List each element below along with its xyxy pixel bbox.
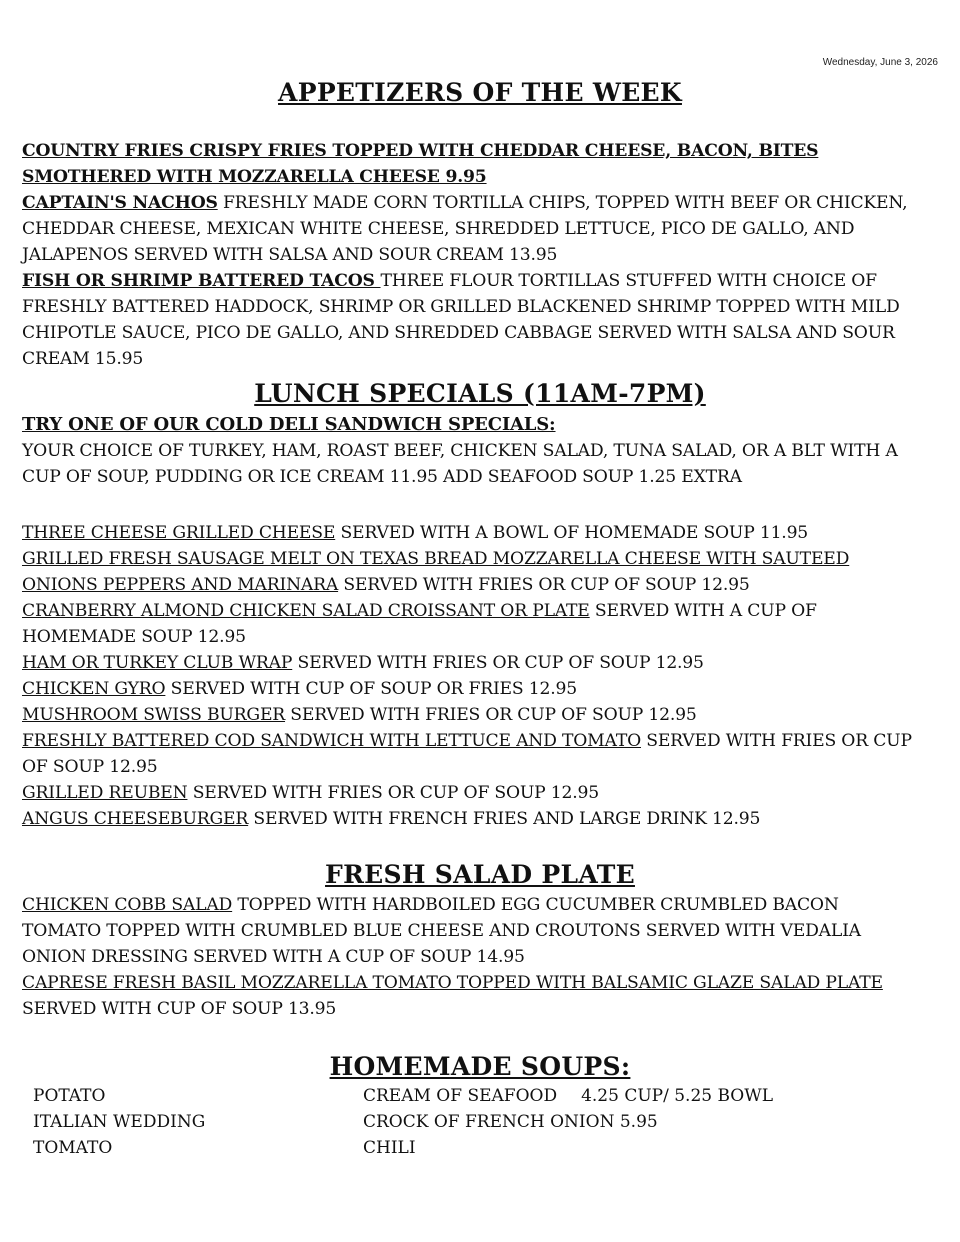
soup-item: TOMATO bbox=[33, 1138, 113, 1158]
soups-left-column bbox=[33, 1083, 205, 1161]
lunch-item-desc: SERVED WITH CUP OF SOUP OR FRIES 12.95 bbox=[165, 679, 577, 699]
appetizer-name: FISH OR SHRIMP BATTERED TACOS bbox=[22, 271, 381, 291]
lunch-item-desc: SERVED WITH FRENCH FRIES AND LARGE DRINK 12.95 bbox=[248, 809, 761, 829]
appetizer-item bbox=[22, 138, 922, 190]
appetizers-heading: APPETIZERS OF THE WEEK bbox=[278, 78, 682, 107]
appetizer-name: COUNTRY FRIES CRISPY FRIES TOPPED WITH CHEDDAR CHEESE, BACON, BITES SMOTHERED WITH MOZZARELLA CHEESE 9.95 bbox=[22, 141, 819, 187]
salad-item bbox=[22, 970, 922, 1022]
lunch-item-name: MUSHROOM SWISS BURGER bbox=[22, 705, 286, 725]
appetizer-item bbox=[22, 190, 922, 268]
deli-heading: TRY ONE OF OUR COLD DELI SANDWICH SPECIALS: bbox=[22, 414, 556, 435]
appetizer-item bbox=[22, 268, 922, 372]
salad-item-desc: SERVED WITH CUP OF SOUP 13.95 bbox=[22, 999, 337, 1019]
lunch-heading: LUNCH SPECIALS (11AM-7PM) bbox=[254, 379, 706, 408]
lunch-item-name: CRANBERRY ALMOND CHICKEN SALAD CROISSANT OR PLATE bbox=[22, 601, 590, 621]
appetizer-desc: FRESHLY MADE CORN TORTILLA CHIPS, TOPPED WITH BEEF OR CHICKEN, CHEDDAR CHEESE, MEXICAN WHITE CHEESE, SHREDDED LETTUCE, PICO DE GALLO, AND JALAPENOS SERVED WITH SALSA AND SOUR CREAM 13.95 bbox=[22, 193, 908, 265]
lunch-item-desc: SERVED WITH FRIES OR CUP OF SOUP 12.95 bbox=[187, 783, 600, 803]
lunch-item bbox=[22, 598, 922, 650]
lunch-item bbox=[22, 728, 922, 780]
lunch-item bbox=[22, 702, 922, 728]
deli-section bbox=[22, 412, 922, 490]
soups-right-column bbox=[363, 1083, 773, 1161]
lunch-item bbox=[22, 676, 922, 702]
lunch-item-name: HAM OR TURKEY CLUB WRAP bbox=[22, 653, 293, 673]
salad-item bbox=[22, 892, 922, 970]
soup-price-note: 4.25 CUP/ 5.25 BOWL bbox=[581, 1086, 774, 1106]
lunch-item bbox=[22, 520, 922, 546]
lunch-item-name: GRILLED FRESH SAUSAGE MELT ON TEXAS BREAD MOZZARELLA CHEESE WITH SAUTEED ONIONS PEPPERS AND MARINARA bbox=[22, 549, 850, 595]
lunch-item-name: THREE CHEESE GRILLED CHEESE bbox=[22, 523, 336, 543]
deli-text: YOUR CHOICE OF TURKEY, HAM, ROAST BEEF, CHICKEN SALAD, TUNA SALAD, OR A BLT WITH A CUP OF SOUP, PUDDING OR ICE CREAM 11.95 ADD SEAFOOD SOUP 1.25 EXTRA bbox=[22, 441, 898, 487]
lunch-item bbox=[22, 546, 922, 598]
salad-item-name: CHICKEN COBB SALAD bbox=[22, 895, 233, 915]
lunch-item-desc: SERVED WITH A BOWL OF HOMEMADE SOUP 11.95 bbox=[335, 523, 809, 543]
soup-item: CREAM OF SEAFOOD bbox=[363, 1086, 558, 1106]
lunch-item-desc: SERVED WITH FRIES OR CUP OF SOUP 12.95 bbox=[338, 575, 750, 595]
salad-item-desc: TOPPED WITH HARDBOILED EGG CUCUMBER CRUMBLED BACON TOMATO TOPPED WITH CRUMBLED BLUE CHEESE AND CROUTONS SERVED WITH VEDALIA ONION DRESSING SERVED WITH A CUP OF SOUP 14.95 bbox=[22, 895, 861, 967]
appetizer-name: CAPTAIN'S NACHOS bbox=[22, 193, 218, 213]
lunch-item-desc: SERVED WITH FRIES OR CUP OF SOUP 12.95 bbox=[22, 731, 912, 777]
salads-heading: FRESH SALAD PLATE bbox=[325, 860, 635, 889]
lunch-item-desc: SERVED WITH FRIES OR CUP OF SOUP 12.95 bbox=[292, 653, 704, 673]
soups-heading: HOMEMADE SOUPS: bbox=[329, 1052, 631, 1081]
lunch-item-desc: SERVED WITH A CUP OF HOMEMADE SOUP 12.95 bbox=[22, 601, 817, 647]
appetizer-desc: THREE FLOUR TORTILLAS STUFFED WITH CHOICE OF FRESHLY BATTERED HADDOCK, SHRIMP OR GRILLED BLACKENED SHRIMP TOPPED WITH MILD CHIPOTLE SAUCE, PICO DE GALLO, AND SHREDDED CABBAGE SERVED WITH SALSA AND SOUR CREAM 15.95 bbox=[22, 271, 900, 369]
lunch-item bbox=[22, 806, 922, 832]
soup-item: CHILI bbox=[363, 1138, 416, 1158]
appetizers-section bbox=[22, 138, 922, 372]
lunch-item-name: CHICKEN GYRO bbox=[22, 679, 166, 699]
lunch-item-desc: SERVED WITH FRIES OR CUP OF SOUP 12.95 bbox=[285, 705, 697, 725]
soup-item: POTATO bbox=[33, 1086, 106, 1106]
menu-date: Wednesday, June 3, 2026 bbox=[822, 57, 938, 68]
salad-item-name: CAPRESE FRESH BASIL MOZZARELLA TOMATO TOPPED WITH BALSAMIC GLAZE SALAD PLATE bbox=[22, 973, 883, 993]
lunch-item-name: FRESHLY BATTERED COD SANDWICH WITH LETTUCE AND TOMATO bbox=[22, 731, 641, 751]
soup-item-row bbox=[363, 1083, 773, 1109]
soup-item: CROCK OF FRENCH ONION 5.95 bbox=[363, 1112, 658, 1132]
lunch-item-name: GRILLED REUBEN bbox=[22, 783, 188, 803]
soup-item: ITALIAN WEDDING bbox=[33, 1112, 206, 1132]
lunch-items bbox=[22, 520, 922, 832]
lunch-item bbox=[22, 780, 922, 806]
lunch-item bbox=[22, 650, 922, 676]
salads-section bbox=[22, 892, 922, 1022]
lunch-item-name: ANGUS CHEESEBURGER bbox=[22, 809, 249, 829]
